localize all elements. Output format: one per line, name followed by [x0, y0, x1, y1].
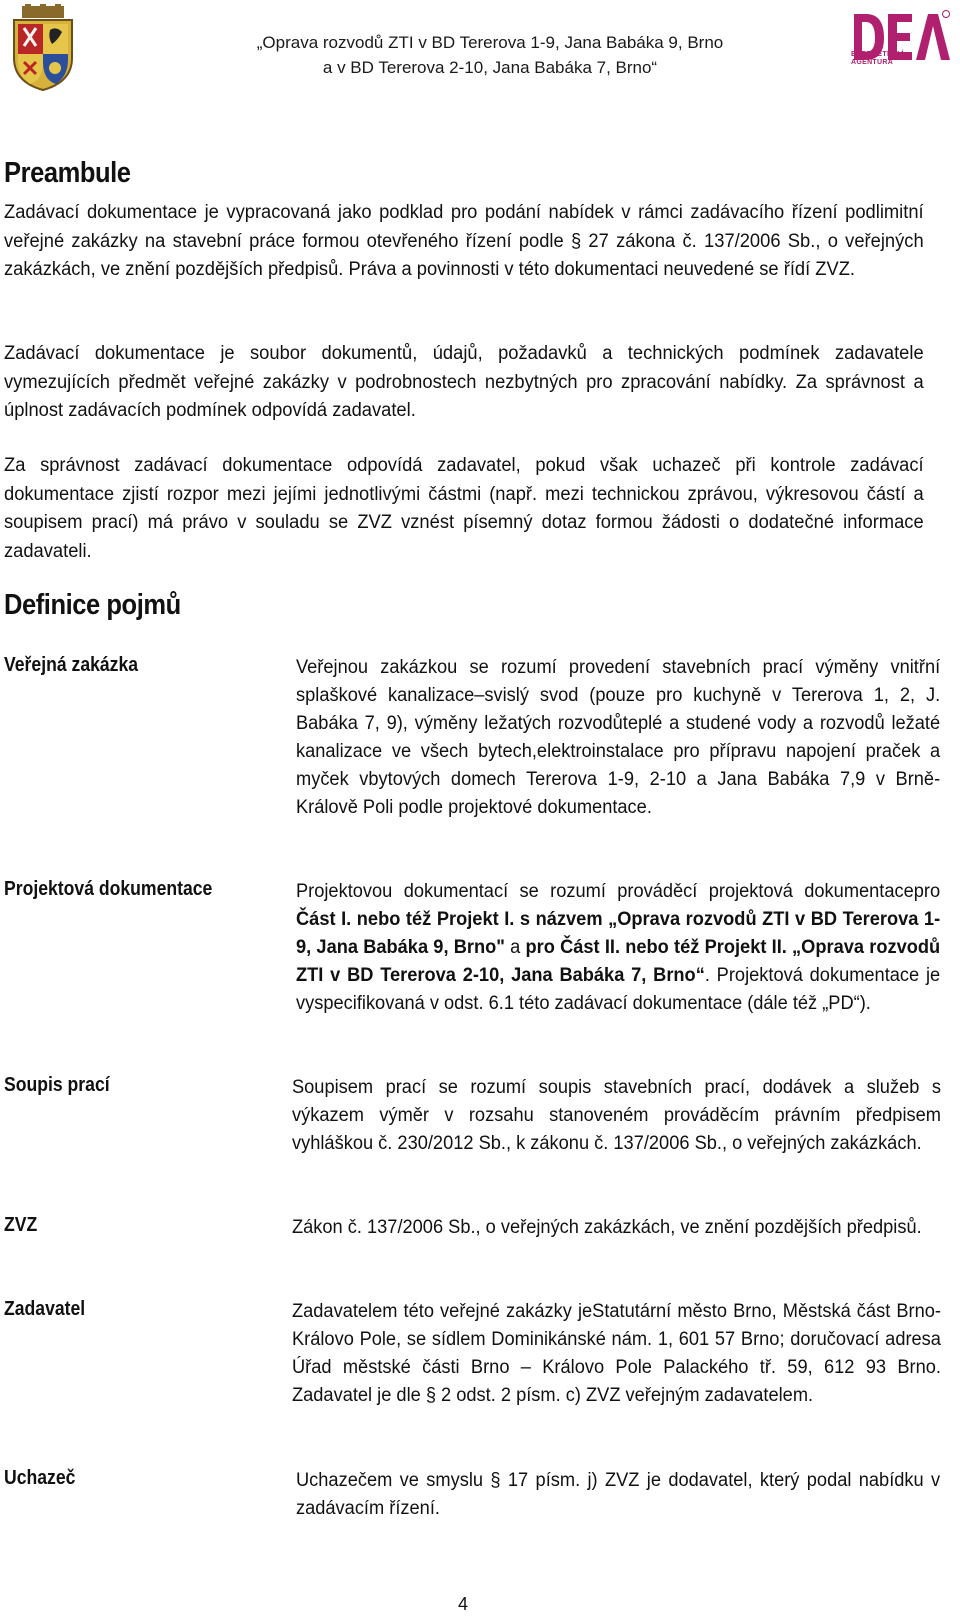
term-soupis-praci: Soupis prací [4, 1074, 110, 1096]
page-number: 4 [458, 1594, 469, 1614]
header-title-line-1: „Oprava rozvodů ZTI v BD Tererova 1-9, Jana Babáka 9, Brno [256, 33, 724, 52]
definition-zvz: Zákon č. 137/2006 Sb., o veřejných zakázkách, ve znění pozdějších předpisů. [292, 1217, 922, 1238]
definition-project-1: Část I. nebo též Projekt I. s názvem „Oprava rozvodů ZTI v BD Tererova 1-9, Jana Babáka 9, Brno" [296, 909, 941, 958]
logo-text-line-1: ENERGETICKÁ [851, 51, 906, 58]
term-projektova-dokumentace: Projektová dokumentace [4, 878, 213, 900]
preambule-paragraph-3: Za správnost zadávací dokumentace odpovídá zadavatel, pokud však uchazeč při kontrole zadávací dokumentace zjistí rozpor mezi jejími jednotlivými částmi (např. mezi technickou zprávou, výkresovou částí a soupisem prací) má právo v souladu se ZVZ vznést písemný dotaz formou žádosti o dodatečné informace zadavateli. [4, 455, 924, 562]
preambule-paragraph-2: Zadávací dokumentace je soubor dokumentů, údajů, požadavků a technických podmínek zadavatele vymezujících předmět veřejné zakázky v podrobnostech nezbytných pro zpracování nabídky. Za správnost a úplnost zadávacích podmínek odpovídá zadavatel. [4, 343, 924, 421]
document-header-title [200, 30, 780, 80]
term-zadavatel: Zadavatel [4, 1298, 86, 1320]
preambule-paragraph-1: Zadávací dokumentace je vypracovaná jako podklad pro podání nabídek v rámci zadávacího řízení podlimitní veřejné zakázky na stavební práce formou otevřeného řízení podle § 27 zákona č. 137/2006 Sb., o veřejných zakázkách, ve znění pozdějších předpisů. Práva a povinnosti v této dokumentaci neuvedené se řídí ZVZ. [4, 202, 924, 280]
city-crest-logo [8, 4, 78, 92]
logo-text-line-2: AGENTURA [851, 59, 894, 66]
term-uchazec: Uchazeč [4, 1467, 76, 1489]
preambule-heading: Preambule [4, 157, 131, 189]
term-verejna-zakazka: Veřejná zakázka [4, 654, 139, 676]
header-title-line-2: a v BD Tererova 2-10, Jana Babáka 7, Brno“ [322, 58, 658, 77]
definition-projektova-dokumentace [296, 878, 940, 1018]
energy-agency-logo [852, 8, 952, 78]
definition-uchazec: Uchazečem ve smyslu § 17 písm. j) ZVZ je dodavatel, který podal nabídku v zadávacím řízení. [296, 1470, 941, 1519]
definition-soupis-praci: Soupisem prací se rozumí soupis stavebních prací, dodávek a služeb s výkazem výměr v rozsahu stanoveném prováděcím právním předpisem vyhláškou č. 230/2012 Sb., k zákonu č. 137/2006 Sb., o veřejných zakázkách. [292, 1077, 941, 1154]
definition-part: Projektovou dokumentací se rozumí prováděcí projektová dokumentacepro [296, 881, 941, 902]
page-header [0, 0, 960, 100]
definition-part: a [504, 937, 526, 958]
term-zvz: ZVZ [4, 1214, 38, 1236]
definitions-heading: Definice pojmů [4, 589, 181, 621]
definition-project-2: pro Část II. nebo též Projekt II. „Oprava rozvodů ZTI v BD Tererova 2-10, Jana Babáka 7, Brno“ [296, 937, 941, 986]
definition-zadavatel: Zadavatelem této veřejné zakázky jeStatutární město Brno, Městská část Brno-Královo Pole, se sídlem Dominikánské nám. 1, 601 57 Brno; doručovací adresa Úřad městské části Brno – Královo Pole Palackého tř. 59, 612 93 Brno. Zadavatel je dle § 2 odst. 2 písm. c) ZVZ veřejným zadavatelem. [292, 1301, 941, 1406]
energy-agency-logo-text [851, 51, 905, 67]
definition-verejna-zakazka: Veřejnou zakázkou se rozumí provedení stavebních prací výměny vnitřní splaškové kanalizace–svislý svod (pouze pro kuchyně v Tererova 1, 2, J. Babáka 7, 9), výměny ležatých rozvodůteplé a studené vody a rozvodů ležaté kanalizace ve všech bytech,elektroinstalace pro přípravu napojení praček a myček vbytových domech Tererova 1-9, 2-10 a Jana Babáka 7,9 v Brně-Králově Poli podle projektové dokumentace. [296, 657, 941, 818]
definition-part: . Projektová dokumentace je vyspecifikovaná v odst. 6.1 této zadávací dokumentace (dále též „PD“). [296, 965, 941, 1014]
